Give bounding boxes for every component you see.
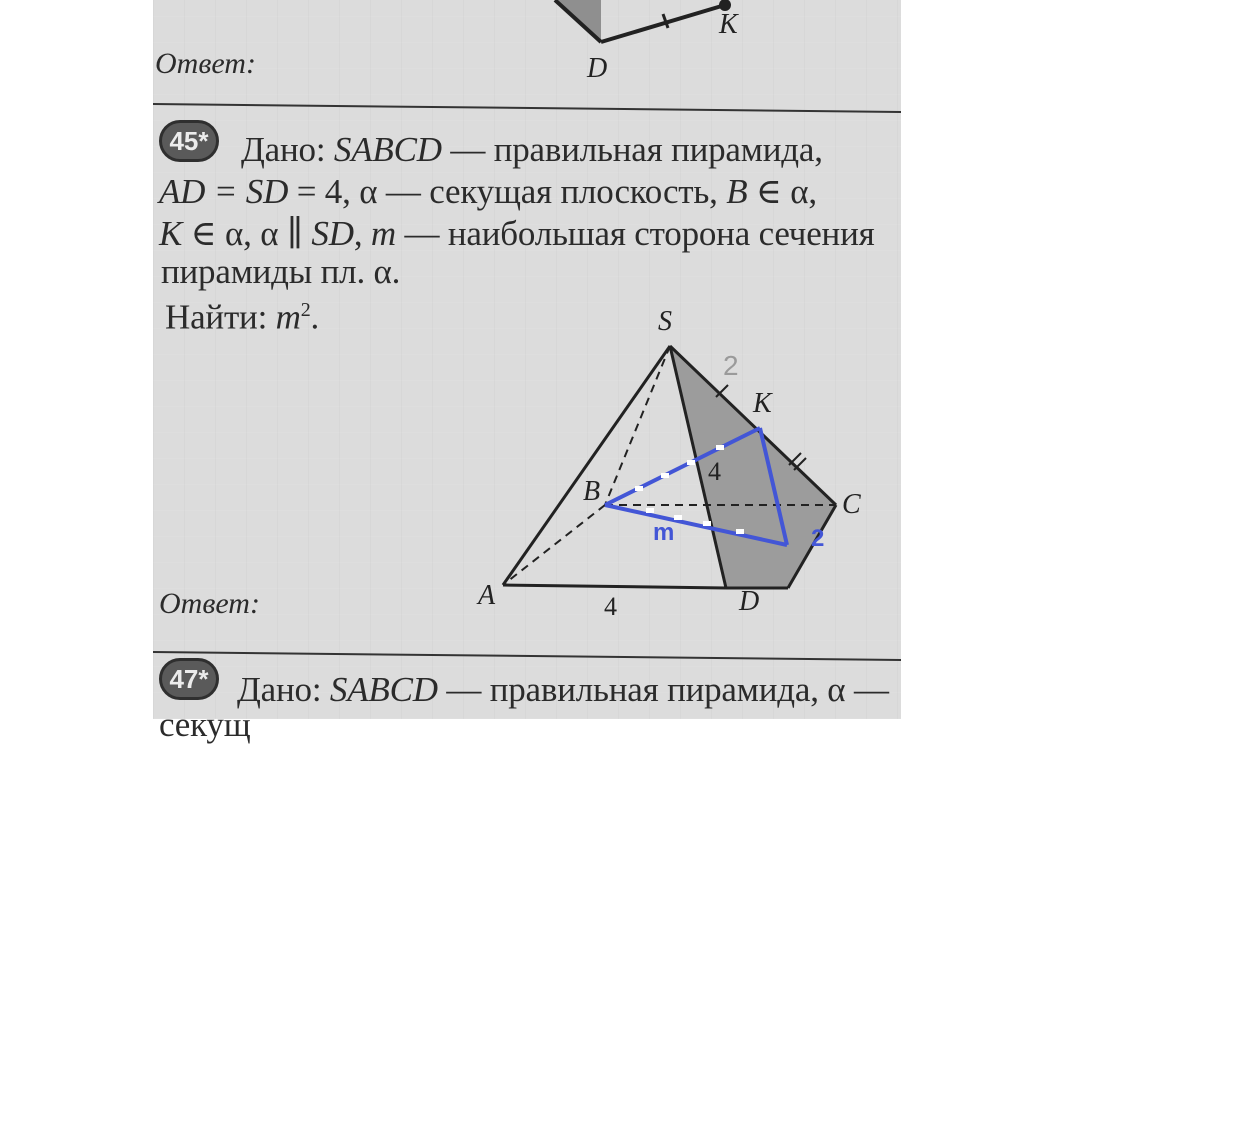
problem45-answer-label: Ответ:	[159, 587, 260, 620]
pencil-note-2: 2	[723, 350, 739, 381]
prev-figure	[555, 0, 739, 84]
problem45-line2: AD = SD = 4, α — секущая плоскость, B ∈ α,	[159, 172, 817, 211]
problem-badge-47: 47*	[159, 658, 219, 700]
separator-top	[153, 104, 901, 112]
tick-KC-1	[789, 453, 801, 465]
edge-BA	[503, 505, 605, 585]
label-C: C	[842, 489, 861, 520]
pyramid-figure	[153, 0, 901, 719]
problem45-line1: Дано: SABCD — правильная пирамида,	[241, 130, 823, 169]
label-B: B	[583, 476, 601, 507]
tick-KC-2	[794, 458, 806, 470]
problem45-line4: пирамиды пл. α.	[161, 252, 401, 291]
textbook-photo	[153, 0, 901, 744]
label-A: A	[478, 580, 496, 611]
label-inner-4: 4	[708, 457, 721, 486]
prev-label-K: K	[719, 9, 738, 40]
label-S: S	[658, 306, 672, 337]
problem45-find: Найти: $m^2$.	[165, 297, 320, 337]
problem47-line1: Дано: SABCD — правильная пирамида, α —	[237, 670, 889, 709]
problem-badge-45: 45*	[159, 120, 219, 162]
label-K: K	[753, 388, 772, 419]
separator-bottom	[153, 652, 901, 660]
blue-label-2: 2	[811, 525, 825, 552]
prev-answer-label: Ответ:	[155, 47, 256, 80]
problem45-line3: K ∈ α, α ∥ SD, m — наибольшая сторона сечения	[159, 214, 875, 253]
label-D: D	[739, 586, 760, 617]
edge-SA	[503, 346, 670, 585]
prev-edge-2	[601, 5, 725, 42]
prev-label-D: D	[587, 53, 608, 84]
label-AD-length: 4	[604, 592, 617, 621]
edge-AD	[503, 585, 726, 588]
problem47-line2-cut: секущ	[159, 705, 251, 744]
blue-label-m: m	[653, 519, 675, 546]
